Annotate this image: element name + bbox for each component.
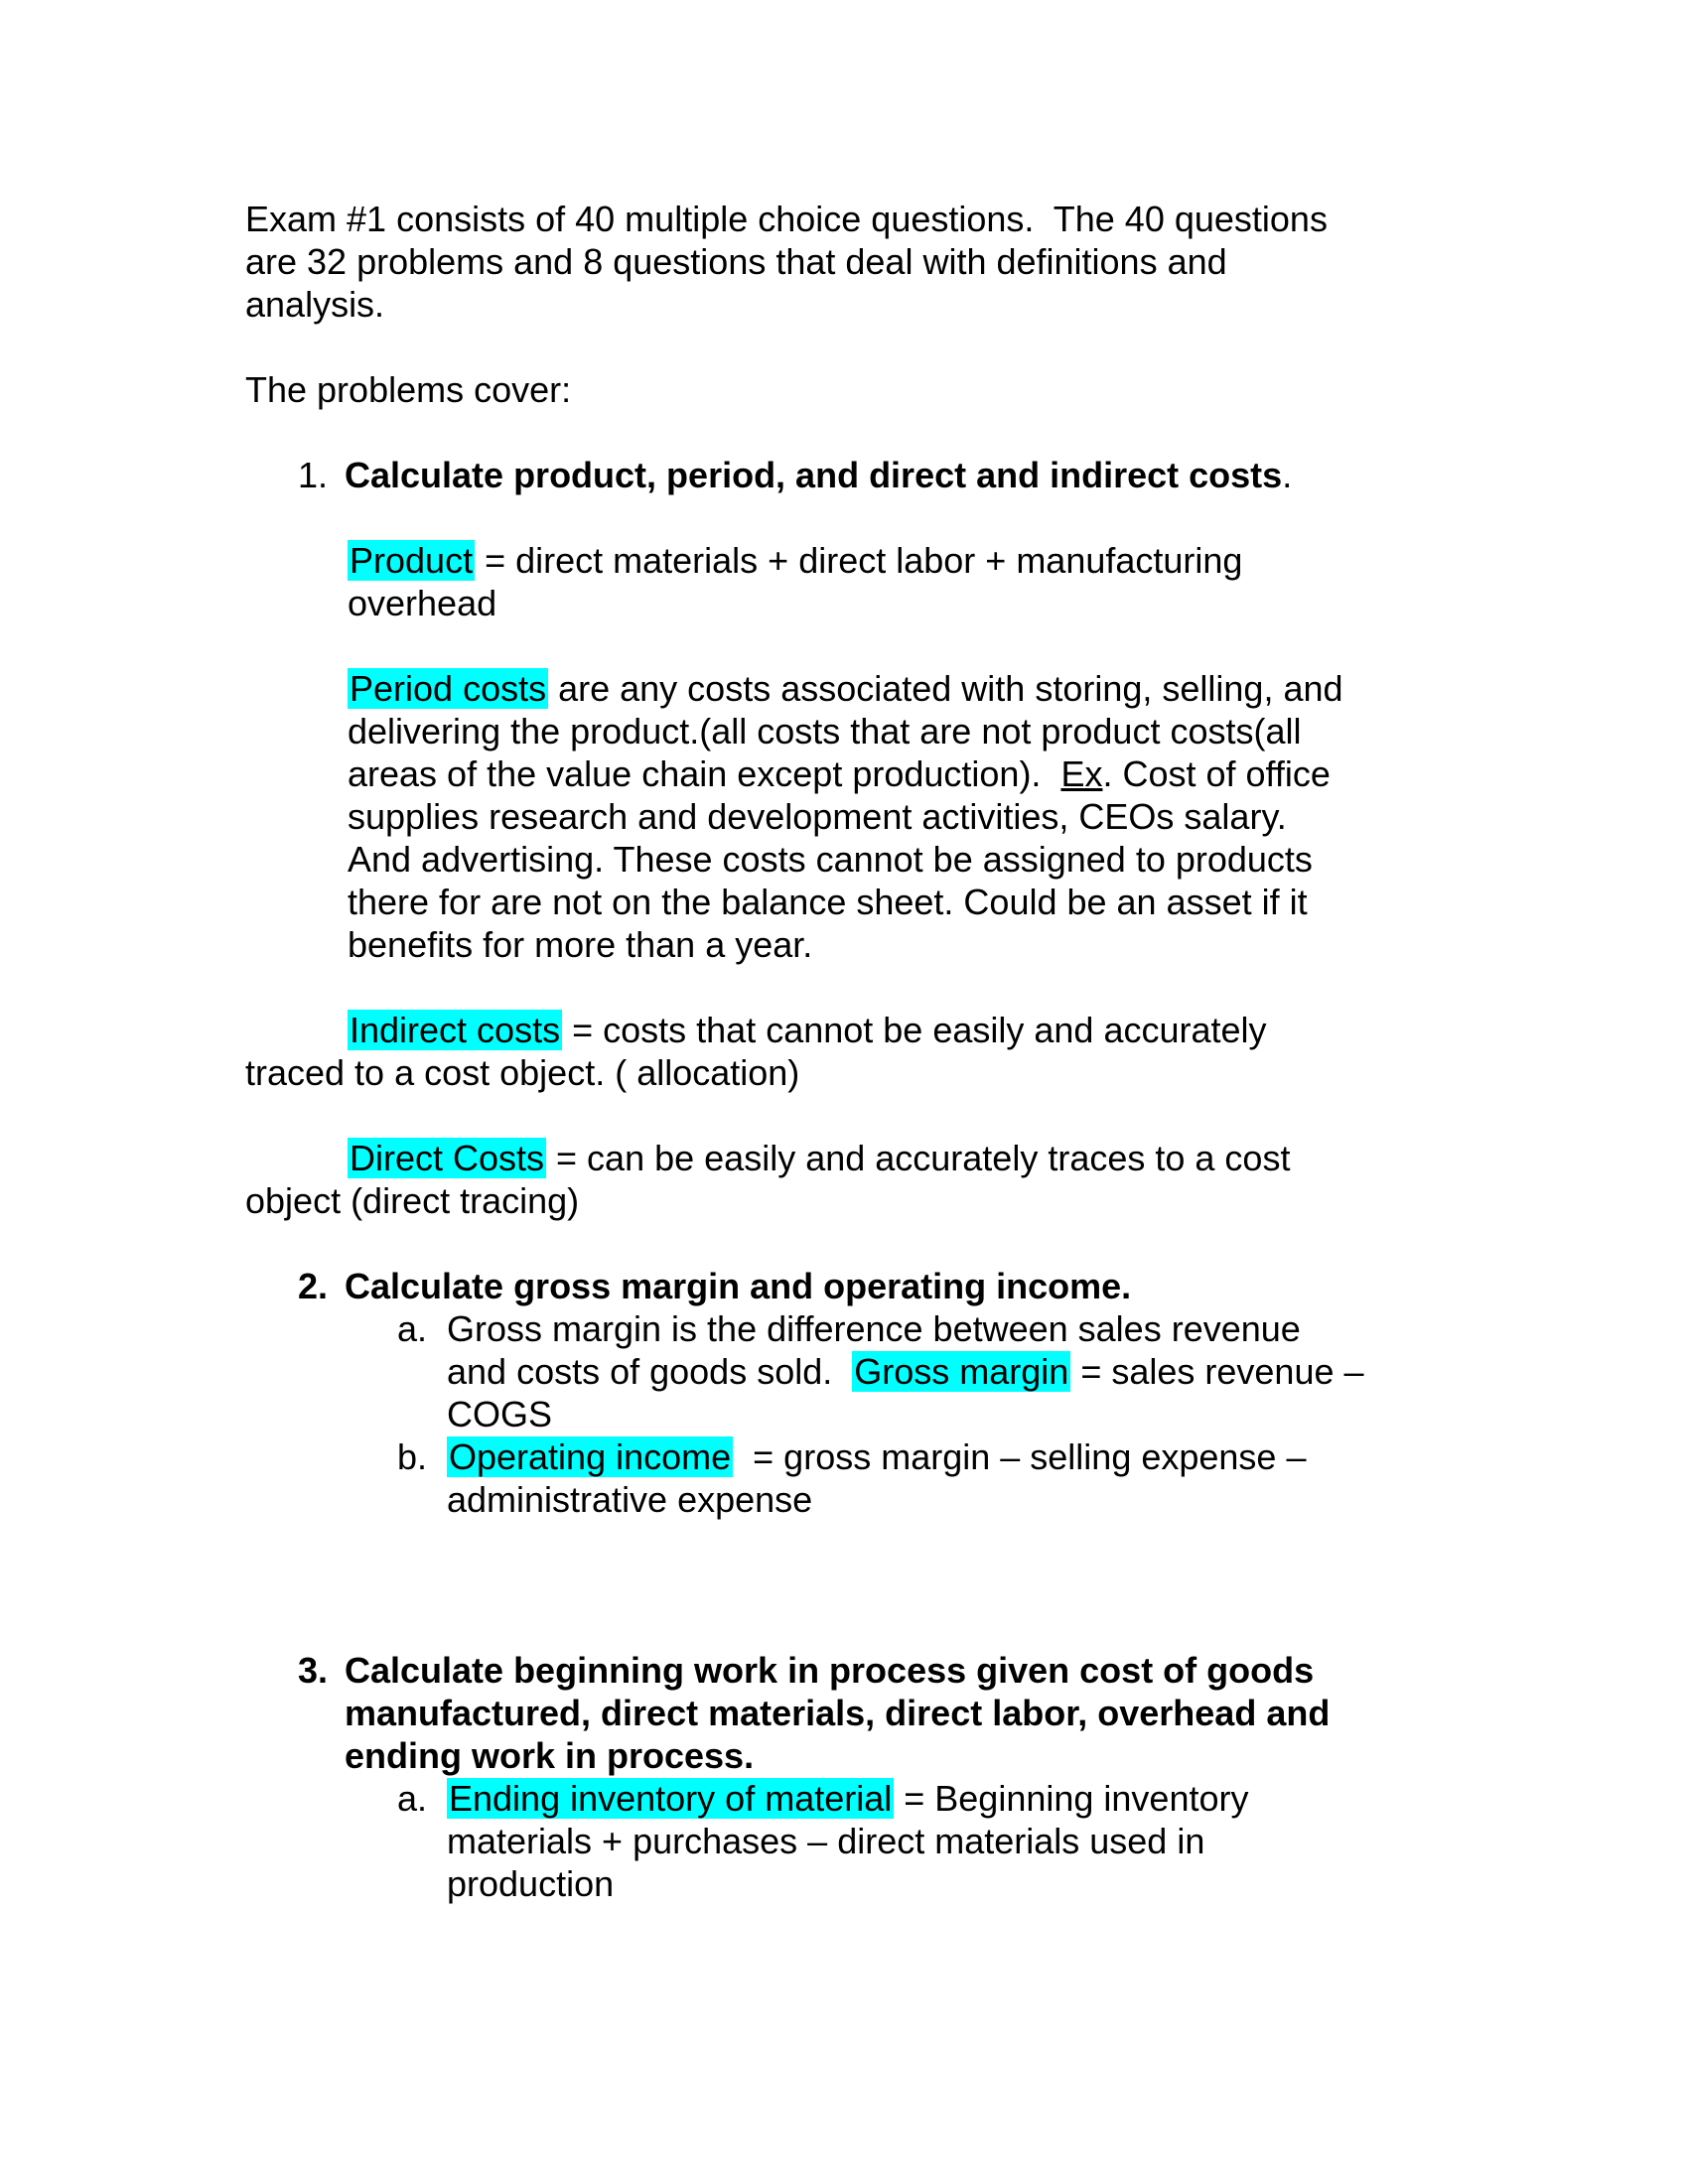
spacer xyxy=(245,1521,1688,1564)
item2-title: Calculate gross margin and operating income. xyxy=(345,1266,1132,1306)
item2-number: 2. xyxy=(298,1266,329,1306)
indirect-def-line-2 xyxy=(245,1051,1688,1094)
period-def-text-6: there for are not on the balance sheet. Could be an asset if it xyxy=(348,882,1308,922)
intro-text-3: analysis. xyxy=(245,284,385,325)
period-def-line-2 xyxy=(245,710,1688,752)
spacer xyxy=(245,411,1688,454)
item3a-line-2 xyxy=(245,1820,1688,1862)
period-term-highlight: Period costs xyxy=(350,668,547,709)
product-term-highlight: Product xyxy=(350,540,474,581)
spacer xyxy=(245,966,1688,1009)
item2b-letter: b. xyxy=(397,1436,428,1477)
spacer xyxy=(245,1564,1688,1606)
product-def-text-2: overhead xyxy=(348,583,497,623)
direct-term-highlight: Direct Costs xyxy=(350,1138,545,1178)
intro-line-1 xyxy=(245,198,1688,240)
item3a-text-1: = Beginning inventory xyxy=(894,1778,1249,1819)
item2b-text-1: = gross margin – selling expense – xyxy=(733,1436,1307,1477)
direct-def-line-1 xyxy=(245,1137,1688,1179)
period-def-line-6 xyxy=(245,881,1688,923)
period-def-line-5 xyxy=(245,838,1688,881)
item3-heading-line-2 xyxy=(245,1692,1688,1734)
indirect-term-highlight: Indirect costs xyxy=(350,1010,561,1050)
intro-line-2 xyxy=(245,240,1688,283)
period-def-text-3a: areas of the value chain except production). xyxy=(348,753,1061,794)
spacer xyxy=(245,326,1688,368)
gross-margin-highlight: Gross margin xyxy=(854,1351,1069,1392)
period-def-text-5: And advertising. These costs cannot be assigned to products xyxy=(348,839,1313,880)
intro-text-1: Exam #1 consists of 40 multiple choice questions. The 40 questions xyxy=(245,199,1328,239)
item2b-line-1 xyxy=(245,1435,1688,1478)
spacer xyxy=(245,624,1688,667)
item3a-letter: a. xyxy=(397,1778,428,1819)
item2a-line-1 xyxy=(245,1307,1688,1350)
item2a-letter: a. xyxy=(397,1308,428,1349)
item2a-text-2b: = sales revenue – xyxy=(1070,1351,1364,1392)
item3a-line-1 xyxy=(245,1777,1688,1820)
product-def-line-2 xyxy=(245,582,1688,624)
item2-heading xyxy=(245,1265,1688,1307)
spacer xyxy=(245,1222,1688,1265)
period-def-text-7: benefits for more than a year. xyxy=(348,924,813,965)
item3-title-2: manufactured, direct materials, direct labor, overhead and xyxy=(345,1693,1331,1733)
period-def-line-1 xyxy=(245,667,1688,710)
ending-inventory-highlight: Ending inventory of material xyxy=(449,1778,893,1819)
indirect-def-line-1 xyxy=(245,1009,1688,1051)
item2a-text-1: Gross margin is the difference between sales revenue xyxy=(447,1308,1301,1349)
period-def-text-4: supplies research and development activities, CEOs salary. xyxy=(348,796,1287,837)
item3a-text-2: materials + purchases – direct materials used in xyxy=(447,1821,1205,1861)
direct-def-line-2 xyxy=(245,1179,1688,1222)
period-def-ex-underlined: Ex xyxy=(1060,753,1103,794)
item3a-line-3 xyxy=(245,1862,1688,1905)
period-def-line-3 xyxy=(245,752,1688,795)
intro-line-3 xyxy=(245,283,1688,326)
period-def-line-7 xyxy=(245,923,1688,966)
spacer xyxy=(245,496,1688,539)
item2b-text-2: administrative expense xyxy=(447,1479,813,1520)
spacer xyxy=(245,1094,1688,1137)
period-def-line-4 xyxy=(245,795,1688,838)
period-def-text-3b: . Cost of office xyxy=(1102,753,1331,794)
operating-income-highlight: Operating income xyxy=(449,1436,732,1477)
item1-number: 1. xyxy=(298,455,329,495)
item3-number: 3. xyxy=(298,1650,329,1691)
indirect-def-text-2: traced to a cost object. ( allocation) xyxy=(245,1052,800,1093)
period-def-text-2: delivering the product.(all costs that are not product costs(all xyxy=(348,711,1302,751)
item2a-text-3: COGS xyxy=(447,1394,553,1434)
item3-title-1: Calculate beginning work in process given cost of goods xyxy=(345,1650,1315,1691)
item3-title-3: ending work in process. xyxy=(345,1735,755,1776)
item2a-text-2a: and costs of goods sold. xyxy=(447,1351,853,1392)
spacer xyxy=(245,1606,1688,1649)
problems-cover-line xyxy=(245,368,1688,411)
direct-def-text-1: = can be easily and accurately traces to a cost xyxy=(546,1138,1291,1178)
item1-heading xyxy=(245,454,1688,496)
period-def-text-1: are any costs associated with storing, selling, and xyxy=(548,668,1343,709)
item3a-text-3: production xyxy=(447,1863,615,1904)
item2a-line-2 xyxy=(245,1350,1688,1393)
item2b-line-2 xyxy=(245,1478,1688,1521)
product-def-line-1 xyxy=(245,539,1688,582)
item2a-line-3 xyxy=(245,1393,1688,1435)
problems-cover-text: The problems cover: xyxy=(245,369,572,410)
item1-title: Calculate product, period, and direct and indirect costs xyxy=(345,455,1283,495)
direct-def-text-2: object (direct tracing) xyxy=(245,1180,580,1221)
item3-heading-line-3 xyxy=(245,1734,1688,1777)
item1-title-period: . xyxy=(1282,455,1293,495)
item3-heading-line-1 xyxy=(245,1649,1688,1692)
intro-text-2: are 32 problems and 8 questions that deal with definitions and xyxy=(245,241,1227,282)
product-def-text-1: = direct materials + direct labor + manufacturing xyxy=(475,540,1243,581)
indirect-def-text-1: = costs that cannot be easily and accurately xyxy=(562,1010,1267,1050)
